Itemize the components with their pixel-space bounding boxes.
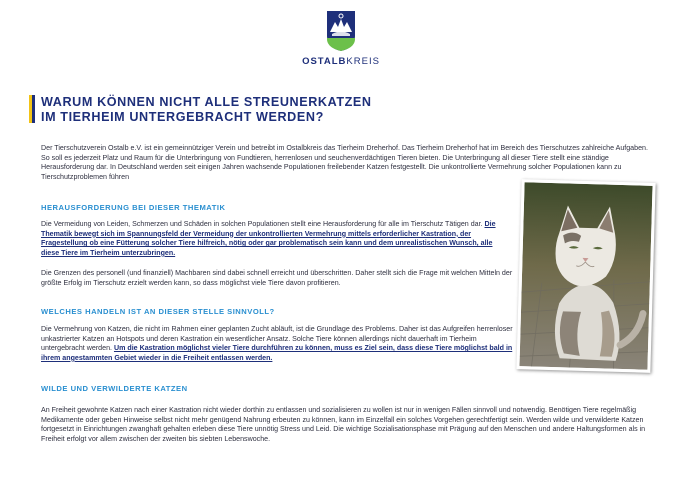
intro-paragraph: Der Tierschutzverein Ostalb e.V. ist ein gemeinnütziger Verein und betreibt im Ostalbkreis das Tierheim Dreherhof. Das Tierheim Dreherhof hat im Bereich des Tierschutzes zahlreiche Aufgaben. So soll es jederzeit Platz und Raum für die Unterbringung von Fundtieren, herrenlosen und seuchenverdächtigen Tieren bieten. Die Unterbringung all dieser Tiere stellt eine ständige Herausforderung dar. In Deutschland werden seit einigen Jahren wachsende Populationen freilebender Katzen festgestellt. Die unkontrollierte Vermehrung solcher Populationen kann zu Tierschutzproblemen führen	[41, 144, 648, 181]
challenge-text: Die Vermeidung von Leiden, Schmerzen und Schäden in solchen Populationen stellt eine Herausforderung für alle im Tierschutz Tätigen dar.	[41, 220, 485, 228]
feral-cats-paragraph: An Freiheit gewohnte Katzen nach einer Kastration nicht wieder dorthin zu entlassen und sozialisieren zu wollen ist nur in wenigen Fällen sinnvoll und notwendig. Benötigen Tiere regelmäßig Medikamente oder geben Hinweise selbst nicht mehr genügend Nahrung erbeuten zu können, kann im Einzelfall ein solches Vorgehen gerechtfertigt sein. Werden wilde und verwilderte Katzen fortgesetzt in Einrichtungen zwanghaft gehalten erleben diese Tiere unnötig Stress und Leid. Die wichtige Sozialisationsphase mit Prägung auf den Menschen und andere Haltungsformen als in Freiheit erfolgt vor allem zwischen der zweiten bis siebten Lebenswoche.	[41, 406, 646, 443]
action-emphasis: Um die Kastration möglichst vieler Tiere durchführen zu können, muss es Ziel sein, dass diese Tiere möglichst bald in ihrem angestammten Gebiet wieder in die Freiheit entlassen werden.	[41, 344, 513, 362]
limits-paragraph: Die Grenzen des personell (und finanziell) Machbaren sind dabei schnell erreicht und überschritten. Daher stellt sich die Frage mit welchen Mitteln der größte Erfolg im Tierschutz erzielt werden kann, so dass möglichst viele Tiere davon profitieren.	[41, 269, 513, 287]
coat-of-arms-icon	[326, 10, 356, 52]
section-heading-feral-cats: WILDE UND VERWILDERTE KATZEN	[41, 384, 188, 393]
page-title	[41, 95, 641, 124]
title-accent-bar	[29, 95, 35, 123]
page-title-line-1: WARUM KÖNNEN NICHT ALLE STREUNERKATZEN	[41, 95, 372, 109]
challenge-paragraph	[41, 220, 511, 258]
section-heading-challenge: HERAUSFORDERUNG BEI DIESER THEMATIK	[41, 203, 226, 212]
ostalbkreis-logo	[300, 8, 382, 76]
cat-photo	[516, 179, 655, 373]
logo-wordmark	[300, 56, 382, 67]
action-text: Die Vermehrung von Katzen, die nicht im Rahmen einer geplanten Zucht abläuft, ist die Grundlage des Problems. Daher ist das Aufgreifen herrenloser unkastrierter Katzen an Hotspots und deren Kastration ein wesentlicher Ansatz. Solche Tiere können allerdings nicht dauerhaft im Tierheim untergebracht werden.	[41, 325, 513, 353]
action-paragraph	[41, 325, 513, 363]
logo-word-bold: OSTALB	[302, 56, 347, 67]
challenge-emphasis: Die Thematik bewegt sich im Spannungsfeld der Vermeidung der unkontrollierten Vermehrung mittels erforderlicher Kastration, der Fragestellung ob eine Fütterung solcher Tiere hilfreich, nötig oder gar problematisch sein kann und dem unrealistischen Wunsch, alle diese Tiere im Tierheim unterzubringen.	[41, 220, 496, 257]
page-title-line-2: IM TIERHEIM UNTERGEBRACHT WERDEN?	[41, 109, 324, 124]
cat-photo-illustration	[519, 182, 652, 370]
logo-word-light: KREIS	[346, 56, 380, 67]
section-heading-action: WELCHES HANDELN IST AN DIESER STELLE SINNVOLL?	[41, 307, 275, 316]
